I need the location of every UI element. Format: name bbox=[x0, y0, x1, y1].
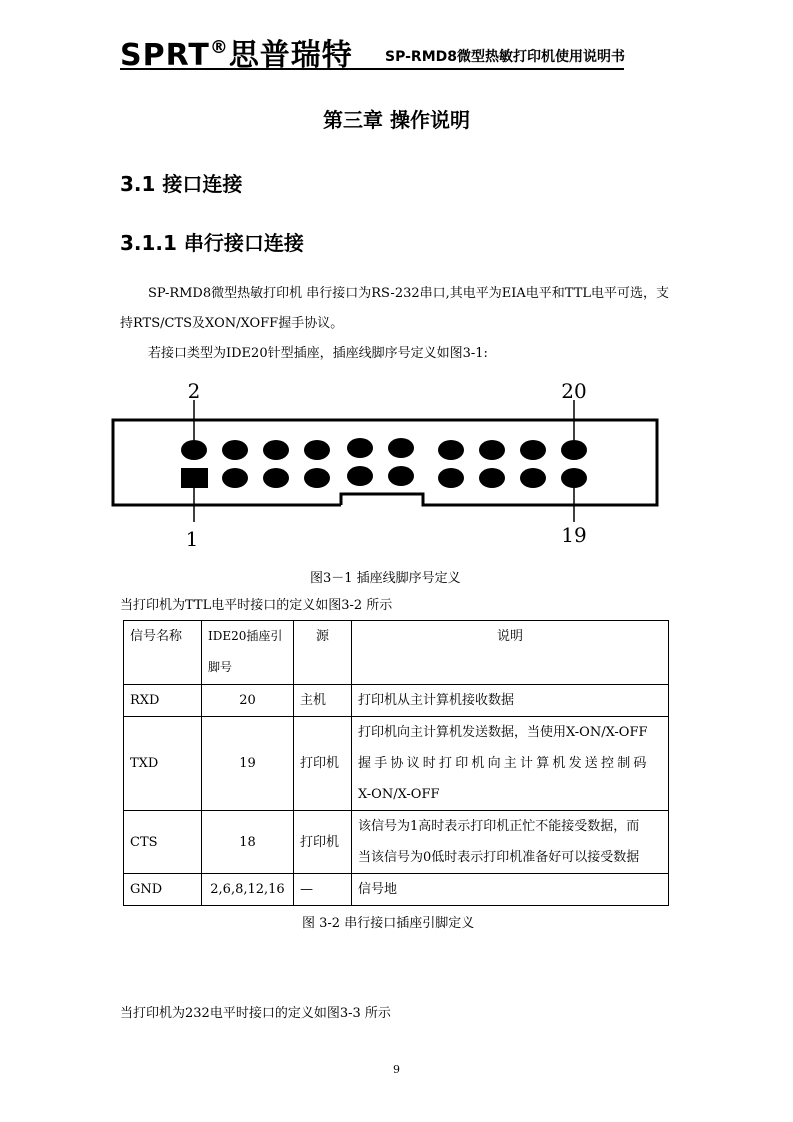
document-title: SP-RMD8微型热敏打印机使用说明书 bbox=[385, 49, 625, 65]
cell-signal: RXD bbox=[124, 685, 202, 717]
header-pin bbox=[202, 621, 294, 685]
desc-line: 打印机向主计算机发送数据，当使用X-ON/X-OFF bbox=[358, 725, 648, 740]
desc-line: 该信号为1高时表示打印机正忙不能接受数据，而 bbox=[358, 819, 640, 834]
table-row bbox=[124, 874, 669, 906]
table-caption: 图 3-2 串行接口插座引脚定义 bbox=[302, 916, 475, 931]
pin bbox=[520, 440, 546, 460]
header-desc: 说明 bbox=[352, 621, 669, 685]
pin-label: 2 bbox=[187, 379, 201, 403]
paragraph-line: SP-RMD8微型热敏打印机 串行接口为RS-232串口,其电平为EIA电平和TTL电平可选，支 bbox=[148, 286, 669, 301]
cell-desc bbox=[352, 717, 669, 811]
pin-label: 1 bbox=[185, 527, 199, 551]
cell-source: 打印机 bbox=[294, 811, 352, 874]
pin bbox=[520, 468, 546, 488]
pin bbox=[304, 440, 330, 460]
pin bbox=[388, 438, 414, 458]
pin-row-top bbox=[181, 438, 587, 460]
desc-line: 当该信号为0低时表示打印机准备好可以接受数据 bbox=[358, 850, 640, 865]
cell-desc: 打印机从主计算机接收数据 bbox=[352, 685, 669, 717]
pin bbox=[438, 440, 464, 460]
cell-source: 主机 bbox=[294, 685, 352, 717]
pin bbox=[181, 440, 207, 460]
pin bbox=[347, 438, 373, 458]
brand-name-cn: 思普瑞特 bbox=[228, 38, 353, 73]
pin-label: 20 bbox=[561, 379, 587, 403]
pin-label: 19 bbox=[561, 523, 587, 547]
cell-desc bbox=[352, 811, 669, 874]
connector-diagram bbox=[0, 370, 793, 560]
paragraph-line: 持RTS/CTS及XON/XOFF握手协议。 bbox=[120, 316, 344, 331]
cell-pin: 2,6,8,12,16 bbox=[202, 874, 294, 906]
pin bbox=[263, 440, 289, 460]
pin bbox=[263, 468, 289, 488]
pin bbox=[438, 468, 464, 488]
pin bbox=[347, 466, 373, 486]
header-signal: 信号名称 bbox=[124, 621, 202, 685]
header-divider bbox=[120, 68, 624, 70]
cell-pin: 18 bbox=[202, 811, 294, 874]
cell-pin: 20 bbox=[202, 685, 294, 717]
cell-signal: CTS bbox=[124, 811, 202, 874]
pin bbox=[561, 440, 587, 460]
header-pin-line: 脚号 bbox=[208, 660, 233, 674]
header-source: 源 bbox=[294, 621, 352, 685]
registered-mark: ® bbox=[209, 37, 229, 58]
pin-row-bottom bbox=[181, 466, 587, 488]
table-row bbox=[124, 717, 669, 811]
desc-line: X-ON/X-OFF bbox=[358, 787, 440, 802]
cell-signal: GND bbox=[124, 874, 202, 906]
figure-caption: 图3－1 插座线脚序号定义 bbox=[310, 571, 461, 586]
header-pin-line: IDE20插座引 bbox=[208, 629, 283, 643]
pin bbox=[388, 466, 414, 486]
cell-desc: 信号地 bbox=[352, 874, 669, 906]
brand-name: SPRT bbox=[120, 38, 210, 73]
page-number: 9 bbox=[393, 1063, 400, 1076]
subsection-heading: 3.1.1 串行接口连接 bbox=[120, 231, 304, 255]
pin-1-square bbox=[181, 468, 208, 488]
chapter-title: 第三章 操作说明 bbox=[323, 108, 470, 132]
cell-source: — bbox=[294, 874, 352, 906]
table-row bbox=[124, 811, 669, 874]
paragraph: 若接口类型为IDE20针型插座，插座线脚序号定义如图3-1: bbox=[148, 346, 488, 361]
section-heading: 3.1 接口连接 bbox=[120, 172, 243, 196]
pin bbox=[304, 468, 330, 488]
paragraph: 当打印机为TTL电平时接口的定义如图3-2 所示 bbox=[120, 598, 393, 613]
pin bbox=[479, 468, 505, 488]
table-header-row bbox=[124, 621, 669, 685]
table-row bbox=[124, 685, 669, 717]
desc-line: 握手协议时打印机向主计算机发送控制码 bbox=[358, 756, 650, 771]
cell-source: 打印机 bbox=[294, 717, 352, 811]
pin bbox=[222, 440, 248, 460]
cell-signal: TXD bbox=[124, 717, 202, 811]
pin bbox=[222, 468, 248, 488]
cell-pin: 19 bbox=[202, 717, 294, 811]
pin bbox=[479, 440, 505, 460]
pin bbox=[561, 468, 587, 488]
signal-table bbox=[123, 620, 669, 906]
paragraph: 当打印机为232电平时接口的定义如图3-3 所示 bbox=[120, 1006, 391, 1021]
